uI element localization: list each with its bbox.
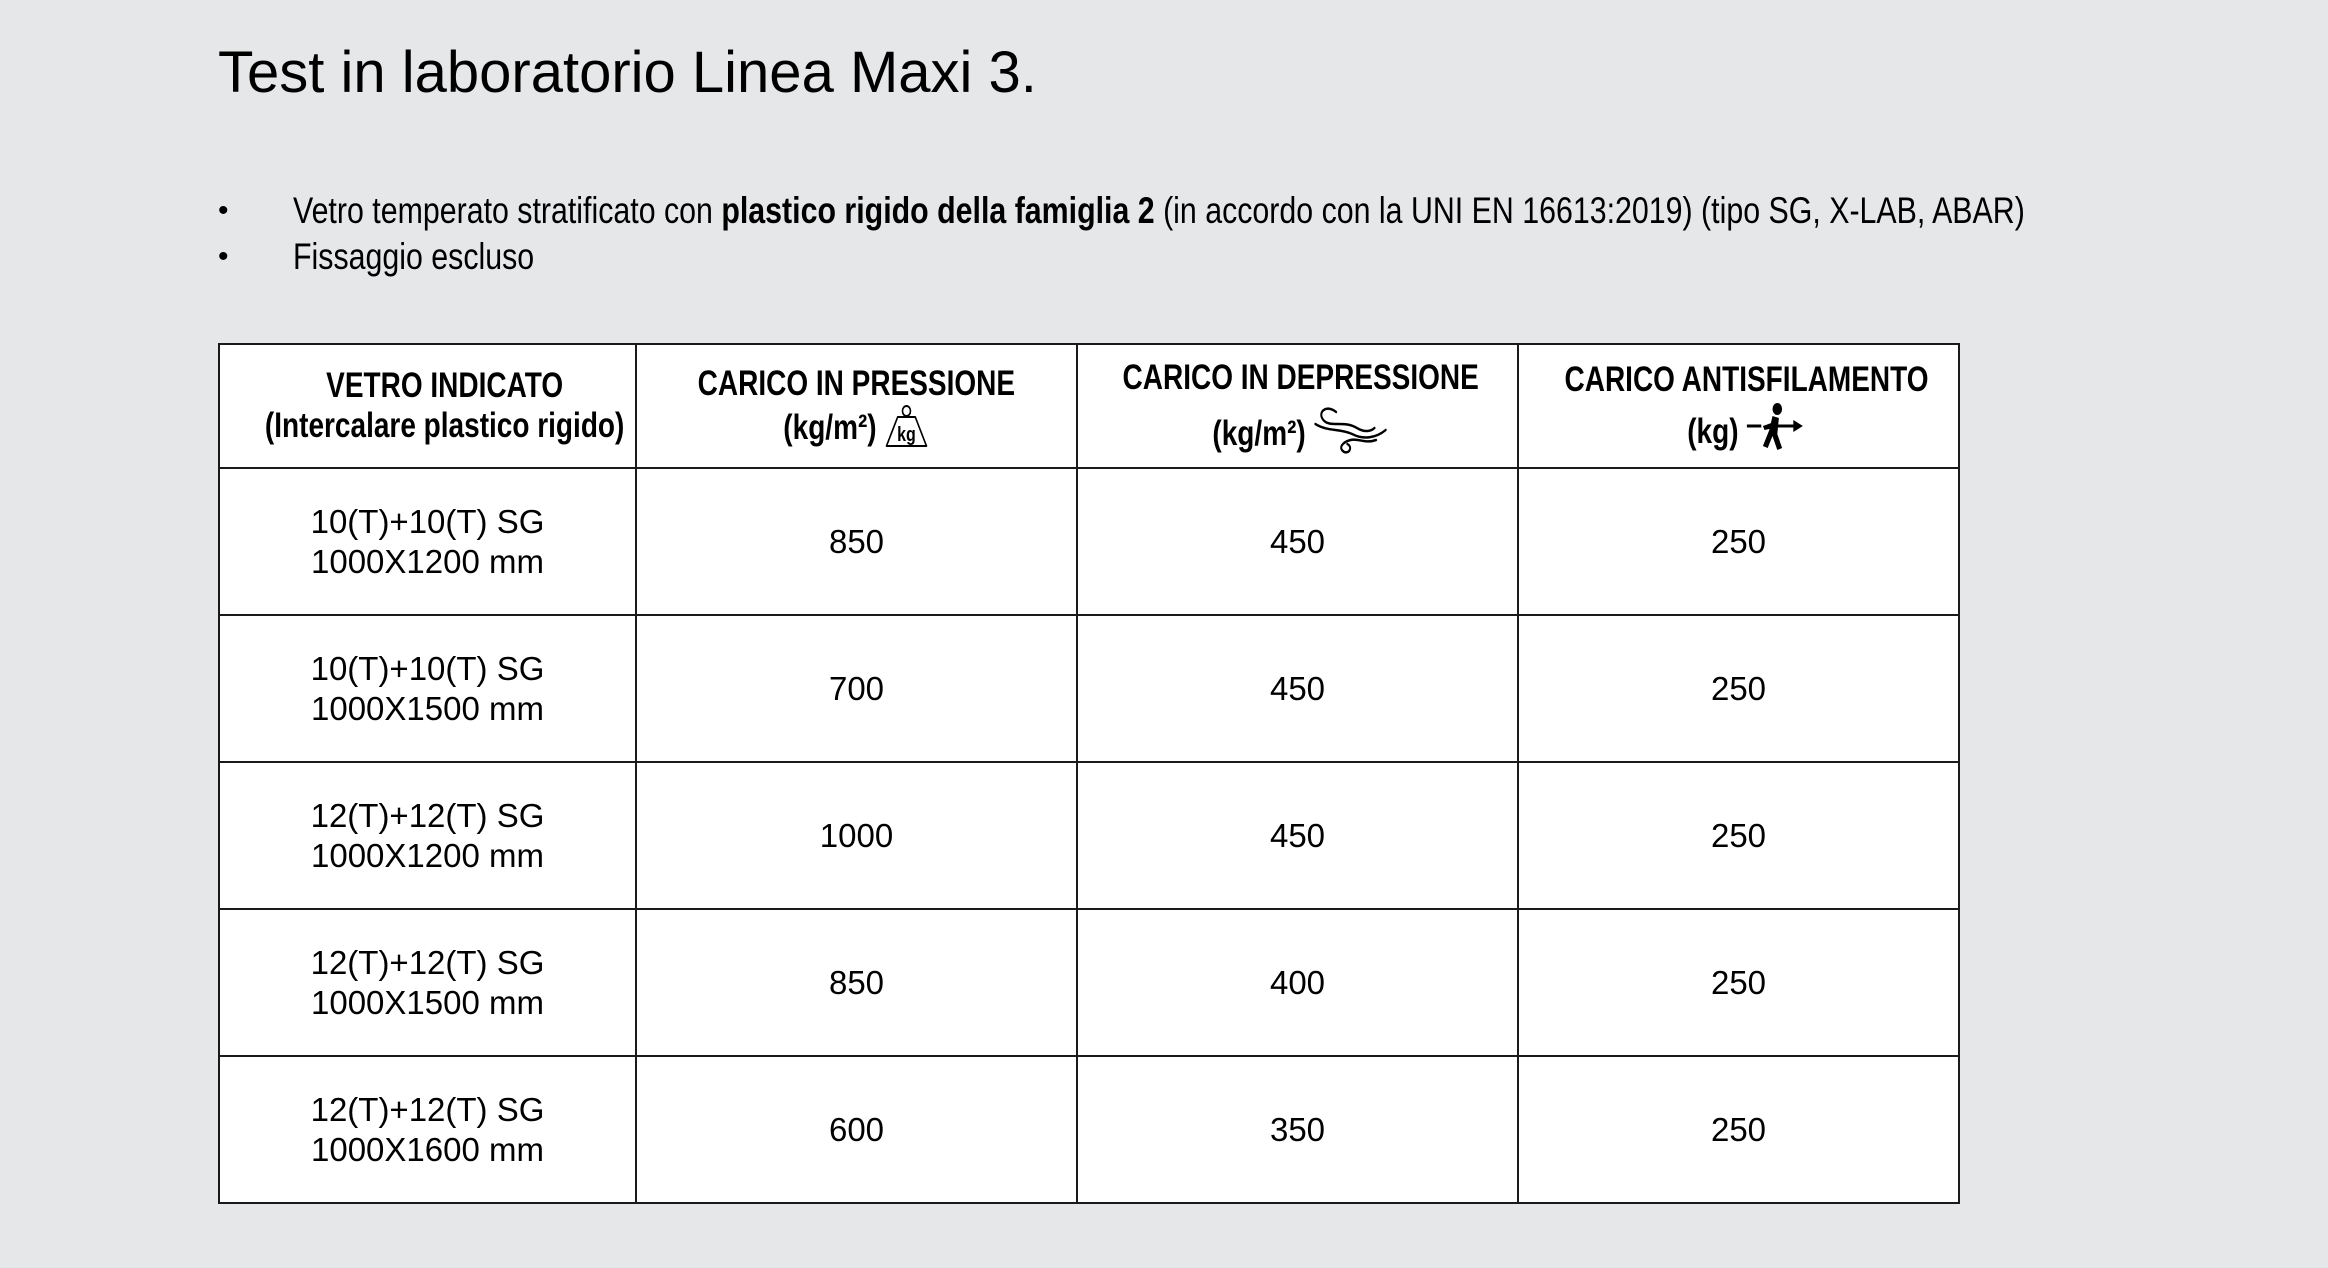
lab-results-table [218,343,1960,1204]
cell-depressione: 350 [1077,1056,1518,1203]
cell-glass: 10(T)+10(T) SG 1000X1500 mm [219,615,636,762]
table-row [219,762,1959,909]
header-depressione: CARICO IN DEPRESSIONE (kg/m²) [1077,344,1518,468]
table-header-row [219,344,1959,468]
table-row [219,615,1959,762]
header-vetro: VETRO INDICATO (Intercalare plastico rigido) [219,344,636,468]
notes-list [218,188,2328,280]
note-item [218,234,2328,280]
cell-glass: 12(T)+12(T) SG 1000X1200 mm [219,762,636,909]
note-item [218,188,2328,234]
note-text: Fissaggio escluso [293,236,535,277]
header-antisfilamento: CARICO ANTISFILAMENTO (kg) [1518,344,1959,468]
cell-antisfilamento: 250 [1518,762,1959,909]
svg-text:kg: kg [897,423,916,446]
cell-glass: 12(T)+12(T) SG 1000X1500 mm [219,909,636,1056]
person-pulling-icon [1745,400,1806,452]
cell-antisfilamento: 250 [1518,909,1959,1056]
table-row [219,468,1959,615]
cell-antisfilamento: 250 [1518,1056,1959,1203]
cell-glass: 10(T)+10(T) SG 1000X1200 mm [219,468,636,615]
cell-antisfilamento: 250 [1518,468,1959,615]
cell-depressione: 450 [1077,615,1518,762]
header-pressione: CARICO IN PRESSIONE (kg/m²) kg [636,344,1077,468]
cell-depressione: 450 [1077,762,1518,909]
cell-depressione: 400 [1077,909,1518,1056]
weight-kg-icon [883,404,929,448]
note-text: Vetro temperato stratificato con plastico rigido della famiglia 2 (in accordo con la UNI EN 16613:2019) (tipo SG, X-LAB, ABAR) [293,190,2025,231]
table-row [219,909,1959,1056]
bullet-marker: • [218,194,229,227]
page-title: Test in laboratorio Linea Maxi 3. [218,40,1037,105]
cell-pressione: 700 [636,615,1077,762]
cell-pressione: 600 [636,1056,1077,1203]
cell-pressione: 850 [636,909,1077,1056]
cell-depressione: 450 [1077,468,1518,615]
bullet-marker: • [218,240,229,273]
cell-antisfilamento: 250 [1518,615,1959,762]
cell-pressione: 850 [636,468,1077,615]
cell-glass: 12(T)+12(T) SG 1000X1600 mm [219,1056,636,1203]
cell-pressione: 1000 [636,762,1077,909]
table-row [219,1056,1959,1203]
wind-icon [1312,398,1389,454]
note-emphasis: plastico rigido della famiglia 2 [721,190,1155,231]
